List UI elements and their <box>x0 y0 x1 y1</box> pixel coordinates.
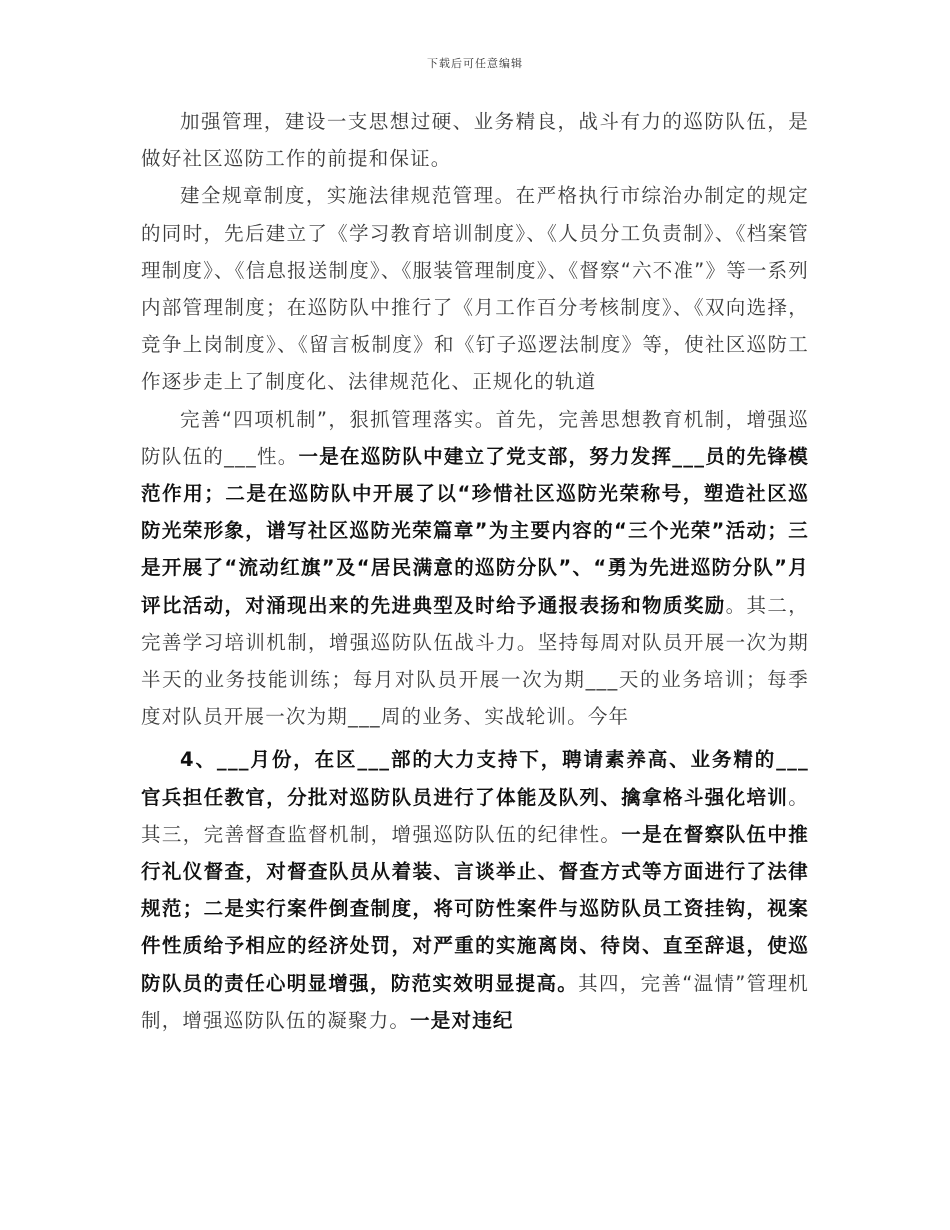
paragraph-4-bold-a: 4、___月份，在区___部的大力支持下，聘请素养高、业务精的___官兵担任教官，分批对巡防队员进行了体能及队列、擒拿格斗强化培训 <box>141 748 809 809</box>
paragraph-2 <box>141 177 809 400</box>
paragraph-3-text-c: 。其二，完善学习培训机制，增强巡防队伍战斗力。坚持每周对队员开展一次为期半天的业务技能训练；每月对队员开展一次为期___天的业务培训；每季度对队员开展一次为期___周的业务、实战轮训。今年 <box>141 593 809 729</box>
paragraph-3-bold-b: 一是在巡防队中建立了党支部，努力发挥___员的先锋模范作用；二是在巡防队中开展了以“珍惜社区巡防光荣称号，塑造社区巡防光荣形象，谱写社区巡防光荣篇章”为主要内容的“三个光荣”活动；三是开展了“流动红旗”及“居民满意的巡防分队”、“勇为先进巡防分队”月评比活动，对涌现出来的先进典型及时给予通报表扬和物质奖励 <box>141 444 809 617</box>
paragraph-4-text-b: 。其三，完善督查监督机制，增强巡防队伍的纪律性。 <box>141 785 809 846</box>
page-header: 下载后可任意编辑 <box>427 57 523 70</box>
document-body <box>141 103 809 1039</box>
paragraph-1 <box>141 103 809 177</box>
paragraph-4-bold-e: 一是对违纪 <box>410 1008 514 1032</box>
paragraph-3 <box>141 401 809 736</box>
paragraph-4-bold-c: 一是在督察队伍中推行礼仪督查，对督查队员从着装、言谈举止、督查方式等方面进行了法律规范；二是实行案件倒查制度，将可防性案件与巡防队员工资挂钩，视案件性质给予相应的经济处罚，对严重的实施离岗、待岗、直至辞退，使巡防队员的责任心明显增强，防范实效明显提高。 <box>141 822 809 995</box>
paragraph-2-text: 建全规章制度，实施法律规范管理。在严格执行市综治办制定的规定的同时，先后建立了《学习教育培训制度》、《人员分工负责制》、《档案管理制度》、《信息报送制度》、《服装管理制度》、《督察“六不准”》等一系列内部管理制度；在巡防队中推行了《月工作百分考核制度》、《双向选择，竞争上岗制度》、《留言板制度》和《钉子巡逻法制度》等，使社区巡防工作逐步走上了制度化、法律规范化、正规化的轨道 <box>141 184 809 394</box>
paragraph-3-text-a: 完善“四项机制”，狠抓管理落实。首先，完善思想教育机制，增强巡防队伍的___性。 <box>141 407 809 468</box>
paragraph-1-text: 加强管理，建设一支思想过硬、业务精良，战斗有力的巡防队伍，是做好社区巡防工作的前提和保证。 <box>141 110 809 171</box>
paragraph-4 <box>141 741 809 1039</box>
paragraph-4-text-d: 其四，完善“温情”管理机制，增强巡防队伍的凝聚力。 <box>141 971 809 1032</box>
